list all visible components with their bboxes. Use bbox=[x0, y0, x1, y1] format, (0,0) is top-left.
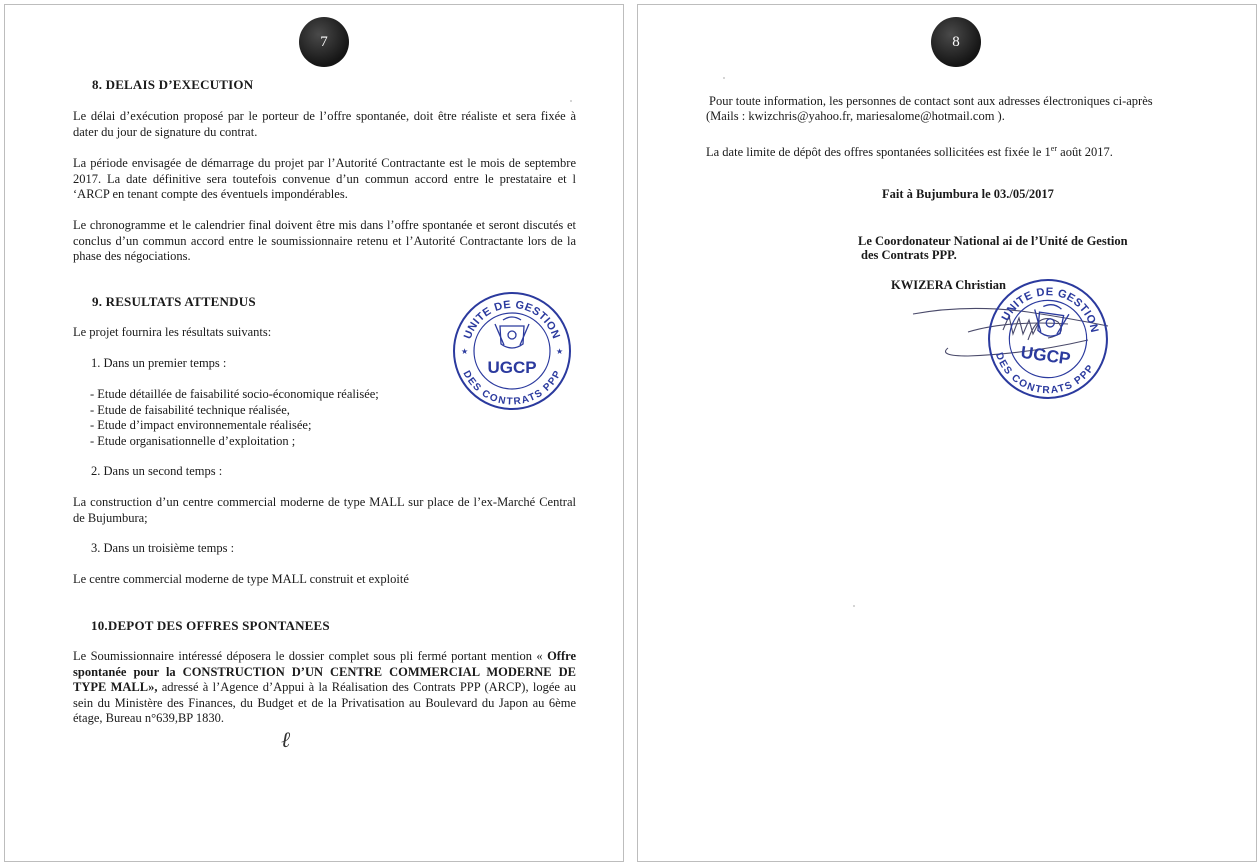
coat-of-arms-icon bbox=[1031, 302, 1070, 338]
star-icon: ★ bbox=[556, 347, 564, 356]
scan-speck bbox=[570, 100, 572, 102]
deadline-sup: er bbox=[1050, 144, 1058, 153]
result-phase-1: 1. Dans un premier temps : bbox=[91, 356, 227, 370]
signatory-name: KWIZERA Christian bbox=[891, 278, 1006, 292]
section-10-title: 10.DEPOT DES OFFRES SPONTANEES bbox=[91, 618, 330, 633]
result-bullet: - Etude d’impact environnementale réalisée; bbox=[90, 418, 312, 432]
ugcp-stamp bbox=[451, 290, 573, 412]
ugcp-stamp bbox=[986, 277, 1110, 401]
stamp-bottom-text: DES CONTRATS PPP bbox=[460, 368, 564, 408]
star-icon: ★ bbox=[461, 347, 469, 356]
deadline-text-b: août 2017. bbox=[1057, 145, 1113, 160]
deadline-line bbox=[706, 141, 1113, 161]
handwritten-initial: ℓ bbox=[281, 727, 291, 752]
coordinator-line-1: Le Coordonateur National ai de l’Unité de Gestion bbox=[858, 234, 1128, 248]
page-number: 7 bbox=[320, 33, 328, 50]
coordinator-line-2: des Contrats PPP. bbox=[861, 248, 957, 262]
result-phase-3: 3. Dans un troisième temps : bbox=[91, 541, 235, 555]
section-8-paragraph-2: La période envisagée de démarrage du projet par l’Autorité Contractante est le mois de septembre 2017. La date définitive sera toutefois convenue d’un commun accord entre le prestataire et l ‘ARCP en tenant compte des éventuels impondérables. bbox=[73, 156, 576, 201]
done-at-line: Fait à Bujumbura le 03./05/2017 bbox=[882, 187, 1054, 201]
result-phase-2: 2. Dans un second temps : bbox=[91, 464, 223, 478]
section-10-text-bold: Offre spontanée pour la CONSTRUCTION D’UN CENTRE COMMERCIAL MODERNE DE TYPE MALL», bbox=[73, 649, 576, 694]
section-8-title: 8. DELAIS D’EXECUTION bbox=[92, 77, 254, 92]
section-10-text-a: Le Soumissionnaire intéressé déposera le dossier complet sous pli fermé portant mention « bbox=[73, 649, 548, 663]
result-phase-3-text: Le centre commercial moderne de type MALL construit et exploité bbox=[73, 572, 409, 586]
result-bullet: - Etude détaillée de faisabilité socio-économique réalisée; bbox=[90, 387, 379, 401]
scan-speck bbox=[723, 77, 725, 79]
result-bullet: - Etude de faisabilité technique réalisée, bbox=[90, 402, 290, 417]
section-9-title: 9. RESULTATS ATTENDUS bbox=[92, 294, 256, 309]
result-bullet: - Etude organisationnelle d’exploitation ; bbox=[90, 433, 296, 448]
section-9-intro: Le projet fournira les résultats suivants: bbox=[73, 325, 272, 339]
svg-text:UNITE DE GESTION bbox=[999, 280, 1105, 336]
result-bullet-list bbox=[90, 387, 379, 449]
section-10-text-b: adressé à l’Agence d’Appui à la Réalisation des Contrats PPP (ARCP), logée au sein du Ministère des Finances, du Budget et de la Privatisation au Boulevard du Japon au 6ème étage, Bureau n°639,BP 1830. bbox=[73, 680, 576, 725]
section-10-paragraph bbox=[73, 649, 576, 727]
page-number: 8 bbox=[952, 33, 960, 50]
page-number-badge bbox=[299, 17, 349, 67]
section-8-paragraph-3: Le chronogramme et le calendrier final doivent être mis dans l’offre spontanée et seront discutés et conclus d’un commun accord entre le soumissionnaire retenu et l’Autorité Contractante lors de la phase des négociations. bbox=[73, 218, 576, 263]
stamp-center-text: UGCP bbox=[1019, 341, 1072, 369]
contact-line-1: Pour toute information, les personnes de contact sont aux adresses électroniques ci-après bbox=[709, 94, 1153, 108]
contact-line-2: (Mails : kwizchris@yahoo.fr, mariesalome@hotmail.com ). bbox=[706, 109, 1005, 123]
stamp-top-text: UNITE DE GESTION bbox=[461, 298, 563, 341]
section-8-paragraph-1: Le délai d’exécution proposé par le porteur de l’offre spontanée, doit être réaliste et sera fixée à dater du jour de signature du contrat. bbox=[73, 109, 576, 139]
result-phase-2-text: La construction d’un centre commercial moderne de type MALL sur place de l’ex-Marché Central de Bujumbura; bbox=[73, 495, 576, 525]
page-number-badge bbox=[931, 17, 981, 67]
stamp-center-text: UGCP bbox=[487, 358, 537, 377]
page-8 bbox=[637, 4, 1257, 862]
stamp-top-text: UNITE DE GESTION bbox=[999, 286, 1101, 335]
deadline-text-a: La date limite de dépôt des offres spontanées sollicitées est fixée le 1 bbox=[706, 145, 1051, 160]
coat-of-arms-icon bbox=[495, 317, 529, 348]
stamp-bottom-text: DES CONTRATS PPP bbox=[992, 351, 1097, 397]
page-7 bbox=[4, 4, 624, 862]
scan-speck bbox=[853, 605, 855, 607]
